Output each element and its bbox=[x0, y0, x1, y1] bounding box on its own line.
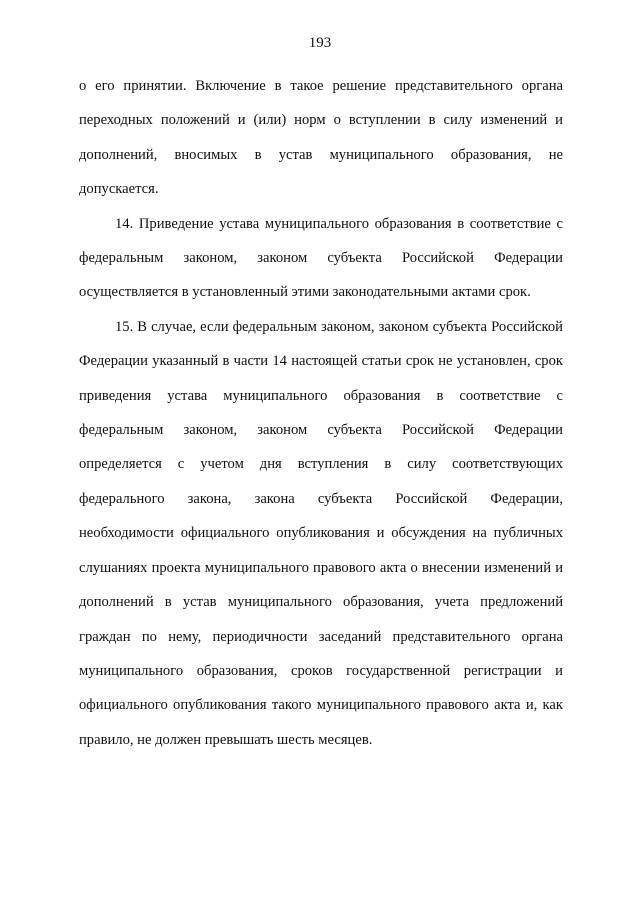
document-body bbox=[79, 69, 563, 757]
paragraph-15: 15. В случае, если федеральным законом, законом субъекта Российской Федерации указанный в части 14 настоящей статьи срок не установлен, срок приведения устава муниципального образования в соответствие с федеральным законом, законом субъекта Российской Федерации определяется с учетом дня вступления в силу соответствующих федерального закона, закона субъекта Российской Федерации, необходимости официального опубликования и обсуждения на публичных слушаниях проекта муниципального правового акта о внесении изменений и дополнений в устав муниципального образования, учета предложений граждан по нему, периодичности заседаний представительного органа муниципального образования, сроков государственной регистрации и официального опубликования такого муниципального правового акта и, как правило, не должен превышать шесть месяцев. bbox=[79, 318, 563, 748]
paragraph-continuation: о его принятии. Включение в такое решение представительного органа переходных положений и (или) норм о вступлении в силу изменений и дополнений, вносимых в устав муниципального образования, не допускается. bbox=[79, 78, 563, 198]
page-number: 193 bbox=[308, 35, 332, 51]
paragraph-14: 14. Приведение устава муниципального образования в соответствие с федеральным законом, законом субъекта Российской Федерации осуществляется в установленный этими законодательными актами срок. bbox=[79, 215, 563, 301]
